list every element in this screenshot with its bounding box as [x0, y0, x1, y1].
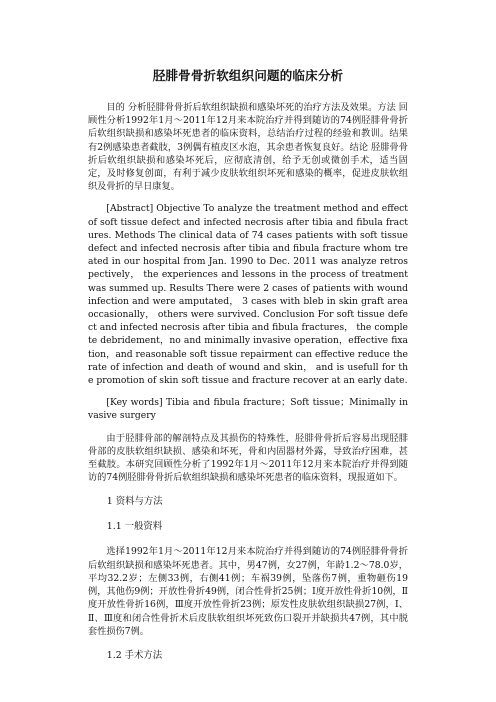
section-1-2-heading: 1.2 手术方法 — [106, 649, 163, 661]
section-1-1-heading: 1.1 一般资料 — [106, 521, 163, 533]
section-1-heading: 1 资料与方法 — [106, 496, 163, 508]
document-page — [0, 68, 496, 702]
abstract-english: [Abstract] Objective To analyze the treatment method and effect of soft tissue defect and infected necrosis after tibia and fibula fractures. Methods The clinical data of 74 cases patients with soft tissue defect and infected necrosis after tibia and fibula fracture whom treated in our hospital from Jan. 1990 to Dec. 2011 was analyze retrospectively， the experiences and lessons in the process of treatment was summed up. Results There were 2 cases of patients with wound infection and were amputated， 3 cases with bleb in skin graft area occasionally， others were survived. Conclusion For soft tissue defect and infected necrosis after tibia and fibula fractures， the complete debridement，no and minimally invasive operation，effective fixation，and reasonable soft tissue repairment can effective reduce the rate of infection and death of wound and skin， and is usefull for the promotion of skin soft tissue and fracture recover at an early date. — [88, 203, 408, 387]
abstract-chinese: 目的 分析胫腓骨骨折后软组织缺损和感染坏死的治疗方法及效果。方法 回顾性分析1992年1月～2011年12月来本院治疗并得到随访的74例胫腓骨骨折后软组织缺损和感染坏死患者的临床资料，总结治疗过程的经验和教训。结果 有2例感染患者截肢，3例偶有植皮区水泡，其余患者恢复良好。结论 胫腓骨骨折后软组织缺损和感染坏死后，应彻底清创，给予无创或微创手术，适当固定，及时修复创面，有利于减少皮肤软组织坏死和感染的概率，促进皮肤软组织及骨折的早日康复。 — [88, 102, 408, 193]
introduction-paragraph: 由于胫腓骨部的解剖特点及其损伤的特殊性，胫腓骨骨折后容易出现胫腓骨部的皮肤软组织缺损、感染和坏死，骨和内固器材外露，导致治疗困难，甚至截肢。本研究回顾性分析了1992年1月～2011年12月来本院治疗并得到随访的74例胫腓骨骨折后软组织缺损和感染坏死患者的临床资料，现报道如下。 — [88, 432, 408, 484]
section-1-1-body: 选择1992年1月～2011年12月来本院治疗并得到随访的74例胫腓骨骨折后软组织缺损和感染坏死患者。其中，男47例，女27例，年龄1.2～78.0岁，平均32.2岁；左侧33例，右侧41例；车祸39例，坠落伤7例，重物砸伤19例，其他伤9例；开放性骨折49例，闭合性骨折25例；Ⅰ度开放性骨折10例，Ⅱ度开放性骨折16例，Ⅲ度开放性骨折23例；原发性皮肤软组织缺损27例，Ⅰ、Ⅱ、Ⅲ度和闭合性骨折术后皮肤软组织坏死致伤口裂开并缺损共47例，其中脱套性损伤7例。 — [88, 546, 408, 637]
paper-title: 胫腓骨骨折软组织问题的临床分析 — [152, 68, 344, 83]
keywords: [Key words] Tibia and fibula fracture；Soft tissue；Minimally invasive surgery — [88, 397, 408, 422]
